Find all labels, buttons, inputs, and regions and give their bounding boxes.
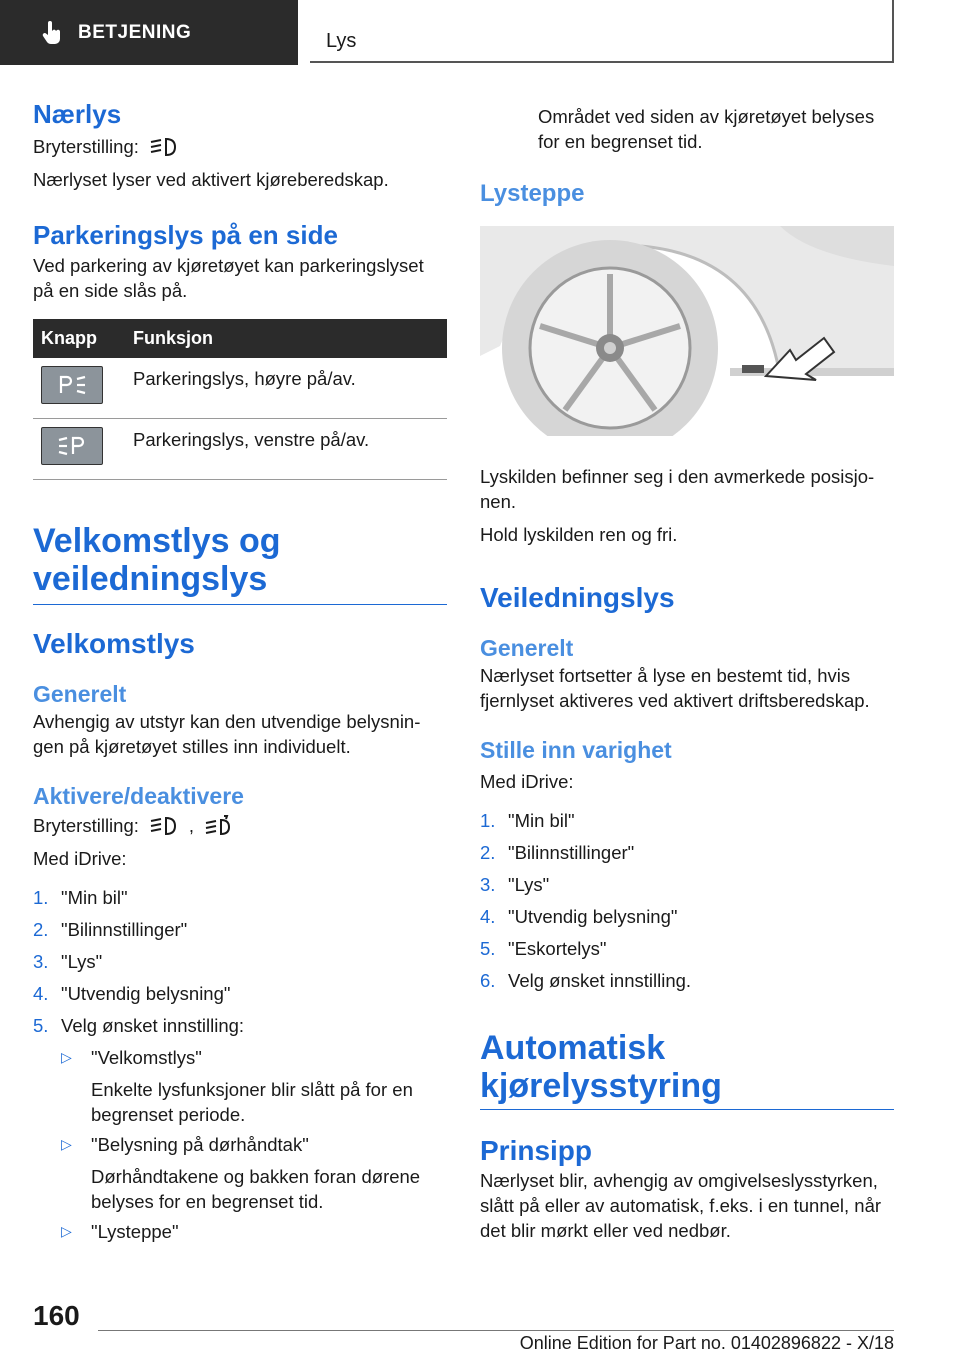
switch-label: Bryterstilling: bbox=[33, 136, 139, 157]
aktivere-heading: Aktivere/deaktivere bbox=[33, 783, 244, 809]
page-number: 160 bbox=[33, 1300, 80, 1331]
idrive-label: Med iDrive: bbox=[33, 848, 127, 869]
list-item: 5. Velg ønsket innstilling: bbox=[33, 1015, 245, 1036]
chapter-title: Lys bbox=[326, 30, 357, 52]
table-header-knapp: Knapp bbox=[33, 319, 125, 358]
parkering-text: Ved parkering av kjøretøyet kan parkeringslyset på en side slås på. bbox=[33, 255, 424, 301]
lysteppe-heading: Lysteppe bbox=[480, 180, 585, 207]
parking-table bbox=[33, 319, 447, 480]
section-title: BETJENING bbox=[78, 21, 192, 43]
auto-light-icon bbox=[204, 815, 234, 837]
list-item: 2. "Bilinnstillinger" bbox=[33, 919, 188, 940]
velkomst-options bbox=[33, 1045, 447, 1244]
narlys-text: Nærlyset lyser ved aktivert kjøreberedskap. bbox=[33, 169, 389, 190]
section-tab bbox=[0, 0, 298, 65]
list-item: 5. "Eskortelys" bbox=[480, 938, 607, 959]
switch-label: Bryterstilling: bbox=[33, 815, 139, 836]
left-column bbox=[33, 98, 447, 1249]
generelt-heading: Generelt bbox=[33, 681, 127, 707]
triangle-bullet-icon: ▷ bbox=[61, 1049, 72, 1065]
auto-heading-block bbox=[480, 1029, 894, 1110]
lysteppe-text-2: Hold lyskilden ren og fri. bbox=[480, 524, 678, 545]
velkomst-steps bbox=[33, 885, 447, 1038]
veiledning-generelt-heading: Generelt bbox=[480, 635, 574, 661]
list-item: 1. "Min bil" bbox=[480, 810, 575, 831]
footer-edition: Online Edition for Part no. 01402896822 - X/18 bbox=[519, 1333, 894, 1353]
parking-light-right-icon bbox=[41, 366, 103, 404]
table-header-funksjon: Funksjon bbox=[125, 319, 447, 358]
list-item: 3. "Lys" bbox=[480, 874, 550, 895]
wheel-light-image bbox=[480, 226, 894, 436]
list-item: ▷ "Belysning på dørhåndtak" Dørhåndtakene og bakken foran dørene belyses for en begrenset tid. bbox=[61, 1134, 421, 1212]
generelt-text: Avhengig av utstyr kan den utvendige belysnin-gen på kjøretøyet stilles inn individuelt. bbox=[33, 711, 421, 757]
list-item: 4. "Utvendig belysning" bbox=[480, 906, 678, 927]
switch-separator: , bbox=[188, 815, 195, 836]
veiledning-steps bbox=[480, 808, 894, 993]
velkomstlys-subheading: Velkomstlys bbox=[33, 628, 195, 659]
auto-heading: Automatisk kjørelysstyring bbox=[480, 1029, 722, 1105]
prinsipp-text: Nærlyset blir, avhengig av omgivelseslysstyrken, slått på eller av automatisk, f.eks. i en tunnel, når det blir mørkt eller ved nedbør. bbox=[480, 1170, 882, 1241]
list-item: ▷ "Velkomstlys" Enkelte lysfunksjoner blir slått på for en begrenset periode. bbox=[61, 1047, 413, 1125]
table-cell-function: Parkeringslys, venstre på/av. bbox=[125, 419, 447, 480]
prinsipp-heading: Prinsipp bbox=[480, 1135, 593, 1166]
low-beam-icon bbox=[149, 815, 179, 837]
veiledning-generelt-text: Nærlyset fortsetter å lyse en bestemt tid, hvis fjernlyset aktiveres ved aktivert driftsberedskap. bbox=[480, 665, 870, 711]
triangle-bullet-icon: ▷ bbox=[61, 1223, 72, 1239]
lysteppe-continuation-text: Området ved siden av kjøretøyet belyses for en begrenset tid. bbox=[538, 106, 875, 152]
table-row bbox=[33, 358, 447, 419]
list-item: 4. "Utvendig belysning" bbox=[33, 983, 231, 1004]
varighet-heading: Stille inn varighet bbox=[480, 737, 672, 763]
list-item: ▷ "Lysteppe" bbox=[61, 1221, 179, 1242]
triangle-bullet-icon: ▷ bbox=[61, 1136, 72, 1152]
narlys-heading: Nærlys bbox=[33, 99, 122, 129]
table-row bbox=[33, 419, 447, 480]
aktivere-switch-row bbox=[33, 813, 447, 838]
list-item: 3. "Lys" bbox=[33, 951, 103, 972]
table-cell-function: Parkeringslys, høyre på/av. bbox=[125, 358, 447, 419]
idrive-label: Med iDrive: bbox=[480, 771, 574, 792]
list-item: 6. Velg ønsket innstilling. bbox=[480, 970, 692, 991]
right-column bbox=[480, 104, 894, 1243]
low-beam-icon bbox=[149, 136, 179, 158]
footer-divider bbox=[98, 1330, 894, 1331]
chapter-header bbox=[310, 0, 894, 63]
parkering-heading: Parkeringslys på en side bbox=[33, 220, 338, 250]
parking-light-left-icon bbox=[41, 427, 103, 465]
veiledning-heading: Veiledningslys bbox=[480, 582, 675, 613]
list-item: 2. "Bilinnstillinger" bbox=[480, 842, 635, 863]
table-header-row bbox=[33, 319, 447, 358]
hand-pointer-icon bbox=[40, 21, 64, 45]
velkomst-heading: Velkomstlys og veiledningslys bbox=[33, 522, 281, 598]
list-item: 1. "Min bil" bbox=[33, 887, 128, 908]
lysteppe-text: Lyskilden befinner seg i den avmerkede posisjo-nen. bbox=[480, 466, 875, 512]
narlys-switch-row bbox=[33, 134, 447, 159]
velkomst-heading-block bbox=[33, 522, 447, 605]
